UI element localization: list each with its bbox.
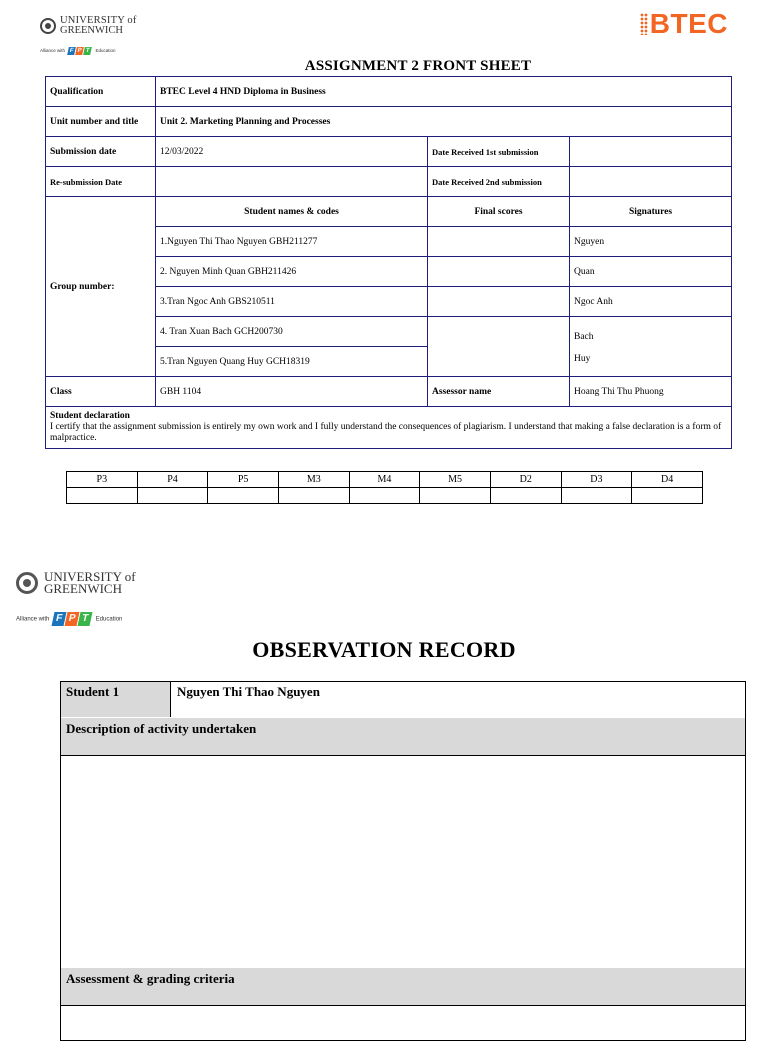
student-signature-merged bbox=[570, 317, 732, 377]
grade-cell bbox=[561, 488, 632, 504]
grade-header: M5 bbox=[420, 472, 491, 488]
university-of-greenwich-logo-2 bbox=[16, 570, 146, 630]
logo-greenwich-text: GREENWICH bbox=[60, 25, 123, 36]
grade-header: D3 bbox=[561, 472, 632, 488]
grade-header: M3 bbox=[278, 472, 349, 488]
student-name: 1.Nguyen Thi Thao Nguyen GBH211277 bbox=[156, 227, 428, 257]
assessment-label: Assessment & grading criteria bbox=[61, 968, 745, 1006]
class-row bbox=[46, 377, 732, 407]
grade-cell bbox=[420, 488, 491, 504]
unit-value: Unit 2. Marketing Planning and Processes bbox=[156, 107, 732, 137]
col-students-header: Student names & codes bbox=[156, 197, 428, 227]
university-crest-icon bbox=[16, 572, 38, 594]
student-name: 3.Tran Ngoc Anh GBS210511 bbox=[156, 287, 428, 317]
logo-greenwich-text: GREENWICH bbox=[44, 581, 122, 596]
unit-label: Unit number and title bbox=[46, 107, 156, 137]
class-label: Class bbox=[46, 377, 156, 407]
alliance-line bbox=[16, 612, 122, 626]
student-name: 2. Nguyen Minh Quan GBH211426 bbox=[156, 257, 428, 287]
date-first-value bbox=[570, 137, 732, 167]
grades-table bbox=[66, 471, 703, 504]
col-signatures-header: Signatures bbox=[570, 197, 732, 227]
date-second-value bbox=[570, 167, 732, 197]
resubmission-value bbox=[156, 167, 428, 197]
student-signature: Bach bbox=[574, 331, 594, 342]
grade-cell bbox=[632, 488, 703, 504]
alliance-suffix: Education bbox=[95, 48, 116, 54]
grade-cell bbox=[490, 488, 561, 504]
fpt-letter-f: F bbox=[69, 48, 75, 54]
front-sheet-table bbox=[45, 76, 732, 449]
student-score bbox=[428, 317, 570, 377]
assessor-value: Hoang Thi Thu Phuong bbox=[570, 377, 732, 407]
fpt-logo bbox=[68, 47, 92, 55]
resubmission-label: Re-submission Date bbox=[46, 167, 156, 197]
resubmission-row bbox=[46, 167, 732, 197]
grade-header: D4 bbox=[632, 472, 703, 488]
grade-cell bbox=[208, 488, 279, 504]
alliance-prefix: Alliance with bbox=[16, 616, 50, 623]
declaration-title: Student declaration bbox=[50, 411, 130, 421]
student-1-value: Nguyen Thi Thao Nguyen bbox=[177, 684, 320, 699]
fpt-letter-t: T bbox=[85, 48, 91, 54]
fpt-logo bbox=[53, 612, 92, 626]
grade-cell bbox=[67, 488, 138, 504]
front-sheet-title: ASSIGNMENT 2 FRONT SHEET bbox=[304, 58, 532, 74]
grade-cell bbox=[349, 488, 420, 504]
qualification-row bbox=[46, 77, 732, 107]
declaration-row bbox=[46, 407, 732, 449]
date-second-label: Date Received 2nd submission bbox=[428, 167, 570, 197]
qualification-value: BTEC Level 4 HND Diploma in Business bbox=[156, 77, 732, 107]
grade-header: M4 bbox=[349, 472, 420, 488]
group-label: Group number: bbox=[46, 197, 156, 377]
fpt-letter-f: F bbox=[52, 612, 67, 626]
submission-label: Submission date bbox=[46, 137, 156, 167]
logo-university-text: UNIVERSITY of bbox=[44, 569, 136, 584]
col-scores-header: Final scores bbox=[428, 197, 570, 227]
grade-cell bbox=[137, 488, 208, 504]
grade-cell bbox=[278, 488, 349, 504]
assessor-label: Assessor name bbox=[428, 377, 570, 407]
declaration-cell bbox=[46, 407, 732, 449]
grade-header: P5 bbox=[208, 472, 279, 488]
btec-dots-icon bbox=[640, 13, 648, 35]
btec-logo bbox=[640, 8, 728, 40]
qualification-label: Qualification bbox=[46, 77, 156, 107]
student-1-label: Student 1 bbox=[61, 682, 171, 717]
grade-header: D2 bbox=[490, 472, 561, 488]
student-signature: Ngoc Anh bbox=[570, 287, 732, 317]
student-signature: Huy bbox=[574, 353, 591, 364]
student-score bbox=[428, 227, 570, 257]
student-signature: Nguyen bbox=[570, 227, 732, 257]
group-header-row bbox=[46, 197, 732, 227]
alliance-suffix: Education bbox=[95, 616, 123, 623]
description-label: Description of activity undertaken bbox=[61, 718, 745, 756]
fpt-letter-p: P bbox=[77, 48, 83, 54]
fpt-letter-t: T bbox=[78, 612, 93, 626]
student-signature: Quan bbox=[570, 257, 732, 287]
btec-logo-text: BTEC bbox=[649, 8, 728, 39]
student-name: 4. Tran Xuan Bach GCH200730 bbox=[156, 317, 428, 347]
grade-header: P3 bbox=[67, 472, 138, 488]
submission-row bbox=[46, 137, 732, 167]
university-crest-icon bbox=[40, 18, 56, 34]
unit-row bbox=[46, 107, 732, 137]
student-score bbox=[428, 287, 570, 317]
class-value: GBH 1104 bbox=[156, 377, 428, 407]
observation-title: OBSERVATION RECORD bbox=[252, 637, 516, 662]
date-first-label: Date Received 1st submission bbox=[428, 137, 570, 167]
submission-value: 12/03/2022 bbox=[156, 137, 428, 167]
grades-value-row bbox=[67, 488, 703, 504]
student-name: 5.Tran Nguyen Quang Huy GCH18319 bbox=[156, 347, 428, 377]
fpt-letter-p: P bbox=[65, 612, 80, 626]
alliance-prefix: Alliance with bbox=[40, 48, 66, 54]
grade-header: P4 bbox=[137, 472, 208, 488]
grades-header-row bbox=[67, 472, 703, 488]
university-of-greenwich-logo bbox=[40, 16, 160, 60]
logo-university-text: UNIVERSITY of bbox=[60, 15, 137, 26]
declaration-text: I certify that the assignment submission is entirely my own work and I fully understand the consequences of plagiarism. I understand that making a false declaration is a form of malpractice. bbox=[50, 422, 722, 443]
alliance-line bbox=[40, 47, 116, 55]
student-score bbox=[428, 257, 570, 287]
